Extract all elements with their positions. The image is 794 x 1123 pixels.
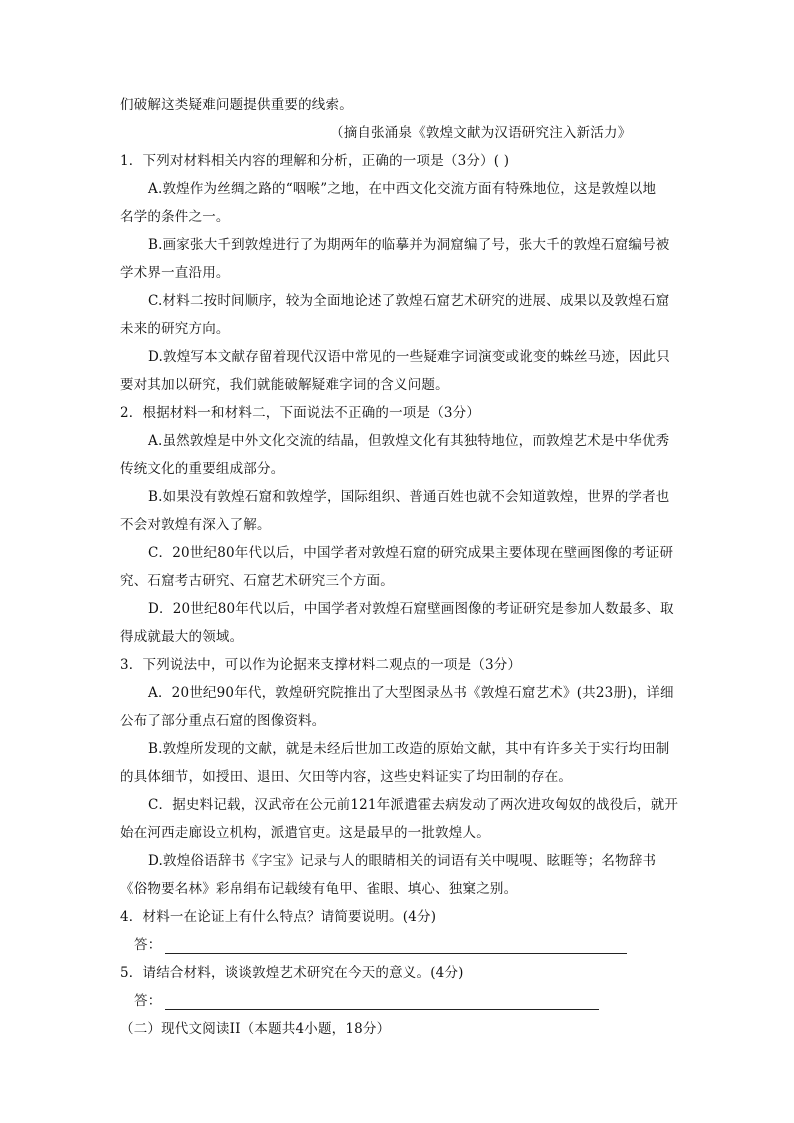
q2-option-a: A.虽然敦煌是中外文化交流的结晶，但敦煌文化有其独特地位，而敦煌艺术是中华优秀 [148, 433, 670, 449]
q2-option-b-cont: 不会对敦煌有深入了解。 [120, 517, 271, 533]
q1-option-c: C.材料二按时间顺序，较为全面地论述了敦煌石窟艺术研究的进展、成果以及敦煌石窟 [148, 293, 670, 309]
q3-option-c: C．据史料记载，汉武帝在公元前121年派遣霍去病发动了两次进攻匈奴的战役后，就开 [148, 797, 679, 813]
citation-line: （摘自张涌泉《敦煌文献为汉语研究注入新活力》 [330, 125, 632, 141]
q2-option-d: D．20世纪80年代以后，中国学者对敦煌石窟壁画图像的考证研究是参加人数最多、取 [148, 601, 674, 617]
q1-option-b-cont: 学术界一直沿用。 [120, 265, 230, 281]
q1-option-a-cont: 名学的条件之一。 [120, 209, 230, 225]
question-2-stem: 2．根据材料一和材料二，下面说法不正确的一项是（3分） [120, 405, 481, 421]
q5-answer-row [134, 992, 599, 1010]
answer-label: 答： [134, 937, 162, 953]
section-heading: （二）现代文阅读II（本题共4小题，18分） [120, 1021, 391, 1037]
question-1-stem: 1．下列对材料相关内容的理解和分析，正确的一项是（3分）( ) [120, 153, 510, 169]
q1-option-c-cont: 未来的研究方向。 [120, 321, 230, 337]
q1-option-a: A.敦煌作为丝绸之路的“咽喉”之地，在中西文化交流方面有特殊地位，这是敦煌以地 [148, 181, 657, 197]
answer-label: 答： [134, 993, 162, 1009]
q2-option-a-cont: 传统文化的重要组成部分。 [120, 461, 285, 477]
question-5-stem: 5．请结合材料，谈谈敦煌艺术研究在今天的意义。(4分) [120, 965, 464, 981]
question-4-stem: 4．材料一在论证上有什么特点？请简要说明。(4分) [120, 909, 437, 925]
q1-option-b: B.画家张大千到敦煌进行了为期两年的临摹并为洞窟编了号，张大千的敦煌石窟编号被 [148, 237, 670, 253]
q3-option-c-cont: 始在河西走廊设立机构，派遣官吏。这是最早的一批敦煌人。 [120, 825, 490, 841]
q3-option-d-cont: 《俗物要名林》彩帛绢布记载绫有龟甲、雀眼、填心、独窠之别。 [120, 881, 518, 897]
q2-option-c-cont: 究、石窟考古研究、石窟艺术研究三个方面。 [120, 573, 394, 589]
q2-option-b: B.如果没有敦煌石窟和敦煌学，国际组织、普通百姓也就不会知道敦煌，世界的学者也 [148, 489, 670, 505]
question-3-stem: 3．下列说法中，可以作为论据来支撑材料二观点的一项是（3分） [120, 657, 522, 673]
q1-option-d: D.敦煌写本文献存留着现代汉语中常见的一些疑难字词演变或讹变的蛛丝马迹，因此只 [148, 349, 670, 365]
q4-answer-line[interactable] [165, 939, 627, 954]
q2-option-c: C．20世纪80年代以后，中国学者对敦煌石窟的研究成果主要体现在壁画图像的考证研 [148, 545, 674, 561]
q3-option-a: A．20世纪90年代，敦煌研究院推出了大型图录丛书《敦煌石窟艺术》(共23册)，详细 [148, 685, 674, 701]
q1-option-d-cont: 要对其加以研究，我们就能破解疑难字词的含义问题。 [120, 377, 449, 393]
q3-option-d: D.敦煌俗语辞书《字宝》记录与人的眼睛相关的词语有关中哯哯、眩睚等；名物辞书 [148, 853, 657, 869]
q3-option-b-cont: 的具体细节，如授田、退田、欠田等内容，这些史料证实了均田制的存在。 [120, 769, 573, 785]
q5-answer-line[interactable] [165, 995, 599, 1010]
q2-option-d-cont: 得成就最大的领域。 [120, 629, 244, 645]
q3-option-b: B.敦煌所发现的文献，就是未经后世加工改造的原始文献，其中有许多关于实行均田制 [148, 741, 670, 757]
text-line: 们破解这类疑难问题提供重要的线索。 [120, 97, 353, 113]
q4-answer-row [134, 936, 627, 954]
q3-option-a-cont: 公布了部分重点石窟的图像资料。 [120, 713, 326, 729]
